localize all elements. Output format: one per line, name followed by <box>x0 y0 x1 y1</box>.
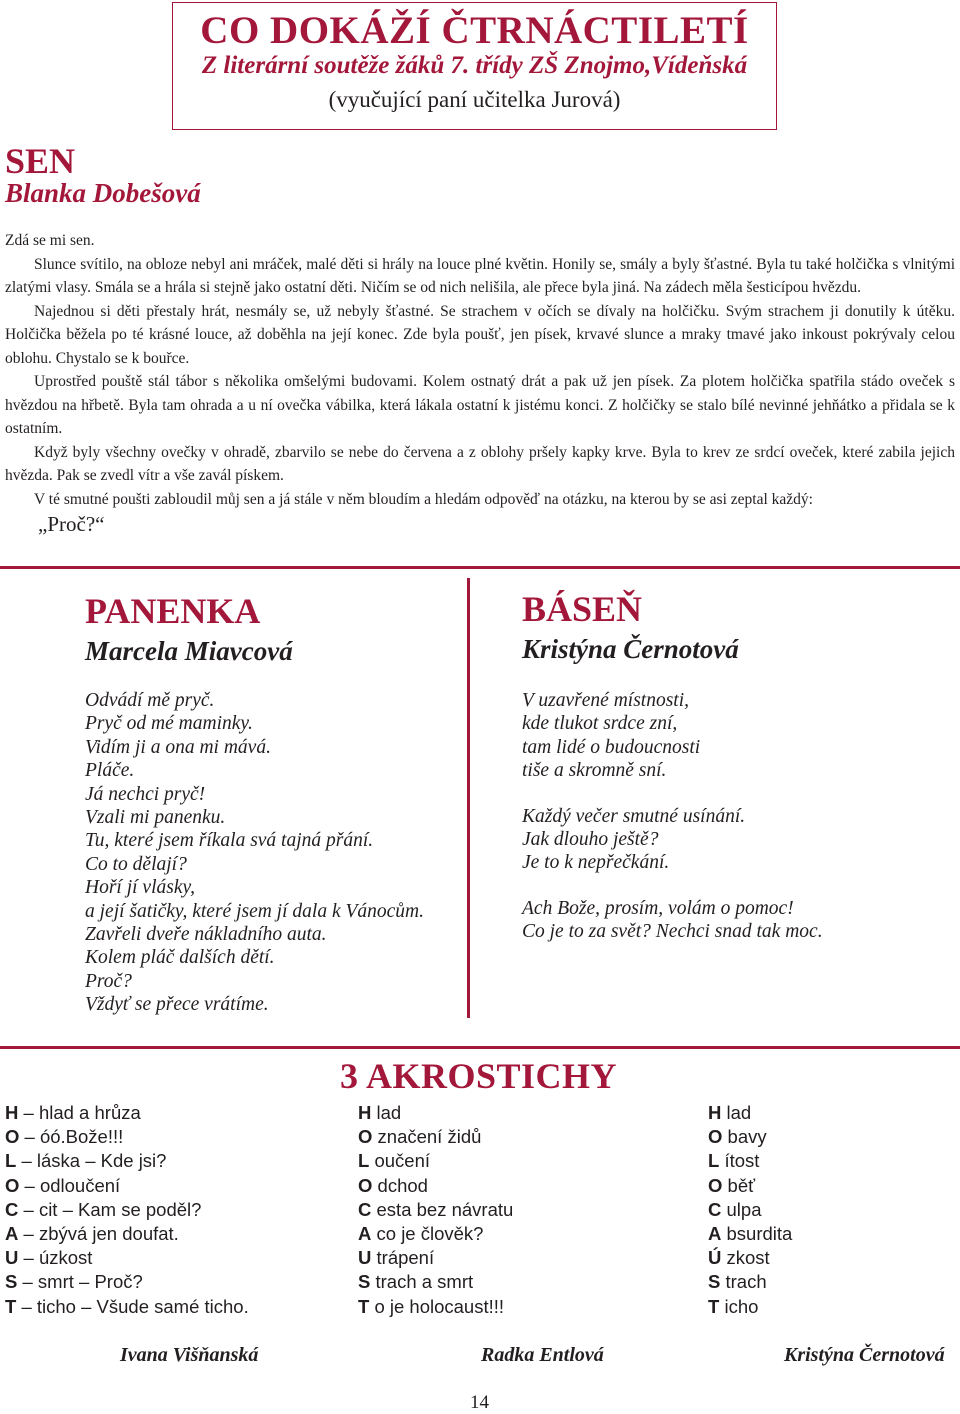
page-title: CO DOKÁŽÍ ČTRNÁCTILETÍ <box>200 9 749 52</box>
akrostich-line <box>358 1222 513 1246</box>
akrostich-line <box>5 1149 249 1173</box>
akrostich-line <box>358 1270 513 1294</box>
akrostich-text: – úzkost <box>18 1247 93 1269</box>
basen-section <box>522 588 823 966</box>
akrostich-initial: T <box>708 1295 720 1317</box>
akrostich-text: – odloučení <box>19 1174 121 1196</box>
akrostich-line <box>358 1295 513 1319</box>
poem-line: V uzavřené místnosti, <box>522 690 690 711</box>
page-subtitle: Z literární soutěže žáků 7. třídy ZŠ Znojmo,Vídeňská <box>201 52 748 79</box>
poem-line: Hoří jí vlásky, <box>85 877 195 899</box>
akrostich-line <box>5 1125 249 1149</box>
akrostich-initial: S <box>358 1271 371 1293</box>
akrostich-line <box>5 1174 249 1198</box>
akrostich-author-3: Kristýna Černotová <box>784 1344 945 1366</box>
akrostich-text: o je holocaust!!! <box>369 1295 505 1317</box>
poem-line: Pláče. <box>85 760 135 782</box>
story-question: „Proč?“ <box>38 512 105 536</box>
poem-line: Vidím ji a ona mi mává. <box>85 736 271 758</box>
story-paragraph: Uprostřed pouště stál tábor s několika omšelými budovami. Kolem ostnatý drát a pak už jen písek. Za plotem holčička spatřila stádo oveček s hvězdou na hřbetě. Byla tam ohrada a u ní ovečka vábilka, která lákala ostatní k jistému konci. Z holčičky se stalo bílé nevinné jehňátko a přidala se k ostatním. <box>5 373 955 437</box>
akrostich-initial: A <box>5 1223 19 1245</box>
akrostich-column-3 <box>708 1101 792 1319</box>
akrostich-initial: H <box>358 1102 372 1123</box>
akrostich-initial: U <box>358 1247 372 1269</box>
panenka-title: PANENKA <box>85 591 261 631</box>
akrostich-line <box>358 1125 513 1149</box>
akrostich-line <box>5 1222 249 1246</box>
sen-story <box>5 229 955 537</box>
poem-line: a její šatičky, které jsem jí dala k Vánocům. <box>85 900 424 922</box>
poem-line: Vždyť se přece vrátíme. <box>85 994 269 1016</box>
akrostich-line <box>358 1149 513 1173</box>
akrostich-line <box>5 1101 249 1125</box>
akrostich-initial: S <box>708 1271 721 1293</box>
akrostich-line <box>358 1246 513 1270</box>
poem-line: Kolem pláč dalších dětí. <box>85 947 275 969</box>
akrostich-text: lad <box>371 1102 402 1123</box>
header-box <box>172 2 777 130</box>
akrostich-initial: O <box>5 1174 20 1196</box>
akrostich-line <box>5 1198 249 1222</box>
basen-author: Kristýna Černotová <box>522 634 739 664</box>
basen-title: BÁSEŇ <box>522 589 643 629</box>
akrostich-text: trach <box>720 1271 767 1293</box>
poem-line: Já nechci pryč! <box>85 783 206 805</box>
akrostich-line <box>5 1295 249 1319</box>
poem-line: Vzali mi panenku. <box>85 807 226 829</box>
akrostich-initial: H <box>5 1102 19 1123</box>
akrostich-initial: S <box>5 1271 18 1293</box>
poem-stanza <box>522 897 823 944</box>
akrostich-text: – óó.Bože!!! <box>19 1126 124 1148</box>
poem-line: Je to k nepřečkání. <box>522 852 670 874</box>
akrostich-initial: O <box>708 1126 723 1148</box>
poem-line: Zavřeli dveře nákladního auta. <box>85 924 327 946</box>
poem-line: Pryč od mé maminky. <box>85 713 253 735</box>
akrostich-text: esta bez návratu <box>371 1198 514 1220</box>
akrostich-text: běť <box>722 1174 756 1196</box>
akrostich-text: icho <box>719 1295 759 1317</box>
akrostich-author-1: Ivana Višňanská <box>120 1344 259 1366</box>
poem-line: Každý večer smutné usínání. <box>522 805 746 827</box>
akrostich-text: lad <box>721 1102 752 1123</box>
akrostich-text: – ticho – Všude samé ticho. <box>16 1295 249 1317</box>
akrostich-line <box>708 1246 792 1270</box>
akrostich-author-2: Radka Entlová <box>481 1344 604 1366</box>
akrostich-line <box>708 1222 792 1246</box>
akrostich-initial: T <box>358 1295 370 1317</box>
poem-line: Jak dlouho ještě? <box>522 829 659 851</box>
akrostich-line <box>708 1149 792 1173</box>
akrostich-text: trápení <box>371 1247 435 1269</box>
akrostich-text: dchod <box>372 1174 428 1196</box>
akrostich-initial: L <box>5 1150 17 1172</box>
akrostich-line <box>708 1174 792 1198</box>
poem-line: kde tlukot srdce zní, <box>522 713 678 735</box>
poem-stanza <box>522 689 823 783</box>
column-divider <box>467 578 470 1018</box>
akrostich-text: ulpa <box>721 1198 762 1220</box>
section-divider <box>0 566 960 569</box>
akrostich-initial: O <box>358 1126 373 1148</box>
akrostich-initial: O <box>708 1174 723 1196</box>
akrostich-initial: H <box>708 1102 722 1123</box>
akrostich-column-1 <box>5 1101 249 1319</box>
akrostich-text: ítost <box>719 1150 760 1172</box>
akrostich-text: co je člověk? <box>371 1223 484 1245</box>
akrostich-text: – hlad a hrůza <box>18 1102 141 1123</box>
story-paragraph: Najednou si děti přestaly hrát, nesmály se, už nebyly šťastné. Se strachem v očích se dívaly na holčičku. Svým strachem ji donutily k útěku. Holčička běžela po té krásné louce, až doběhla na její konec. Zde byla poušť, jen písek, krvavé slunce a mraky tmavé jako inkoust pokrývaly celou oblohu. Chystalo se k bouřce. <box>5 302 955 367</box>
akrostich-text: trach a smrt <box>370 1271 474 1293</box>
akrostich-initial: A <box>708 1223 722 1245</box>
akrostich-column-2 <box>358 1101 513 1319</box>
akrostich-line <box>358 1198 513 1222</box>
poem-line: tiše a skromně sní. <box>522 760 667 782</box>
sen-author: Blanka Dobešová <box>5 178 201 208</box>
akrostich-text: – smrt – Proč? <box>17 1271 143 1293</box>
poem-line: Tu, které jsem říkala svá tajná přání. <box>85 830 374 852</box>
akrostich-line <box>358 1174 513 1198</box>
akrostich-initial: Ú <box>708 1247 722 1269</box>
akrostich-initial: O <box>5 1126 20 1148</box>
akrostich-initial: C <box>358 1198 372 1220</box>
akrostich-line <box>708 1270 792 1294</box>
akrostich-initial: A <box>358 1223 372 1245</box>
story-paragraph: Když byly všechny ovečky v ohradě, zbarvilo se nebe do červena a z oblohy pršely kapky krve. Byla to krev ze srdcí oveček, které zabila jejich hvězda. Pak se zvedl vítr a vše zavál pískem. <box>5 443 955 484</box>
akrostich-line <box>5 1270 249 1294</box>
poem-line: Proč? <box>85 970 132 992</box>
akrostich-initial: L <box>708 1150 720 1172</box>
sen-title: SEN <box>5 141 76 181</box>
akrostich-line <box>708 1198 792 1222</box>
akrostich-initial: C <box>708 1198 722 1220</box>
akrostich-initial: O <box>358 1174 373 1196</box>
poem-line: Ach Bože, prosím, volám o pomoc! <box>522 897 794 919</box>
akrostich-initial: L <box>358 1150 370 1172</box>
akrostich-text: – láska – Kde jsi? <box>16 1150 167 1172</box>
akrostich-line <box>358 1101 513 1125</box>
poem-stanza <box>522 805 823 875</box>
story-paragraph: V té smutné poušti zabloudil můj sen a já stále v něm bloudím a hledám odpověď na otázku, na kterou by se asi zeptal každý: <box>34 490 813 508</box>
poem-line: Odvádí mě pryč. <box>85 690 215 711</box>
akrostich-line <box>708 1101 792 1125</box>
akrostich-text: – zbývá jen doufat. <box>18 1223 179 1245</box>
poem-line: Co je to za svět? Nechci snad tak moc. <box>522 921 823 943</box>
story-paragraph: Slunce svítilo, na obloze nebyl ani mráček, malé děti si hrály na louce plné květin. Honily se, smály a byly šťastné. Byla tu také holčička s vlnitými zlatými vlasy. Smála se a hrála si stejně jako ostatní děti. Ničím se od nich nelišila, ale přece byla jiná. Na zádech měla šesticípou hvězdu. <box>5 255 955 296</box>
basen-poem <box>522 689 823 944</box>
panenka-section <box>85 590 424 1017</box>
akrostich-initial: T <box>5 1295 17 1317</box>
teacher-note: (vyučující paní učitelka Jurová) <box>328 87 621 112</box>
akrostich-text: bavy <box>722 1126 767 1148</box>
poem-line: Co to dělají? <box>85 853 187 875</box>
akrostich-text: – cit – Kam se poděl? <box>18 1198 202 1220</box>
akrostich-line <box>708 1125 792 1149</box>
akrostich-initial: U <box>5 1247 19 1269</box>
akrostich-text: zkost <box>721 1247 770 1269</box>
section-divider <box>0 1046 960 1049</box>
panenka-author: Marcela Miavcová <box>85 636 293 666</box>
akrostich-text: bsurdita <box>721 1223 793 1245</box>
akrostich-initial: C <box>5 1198 19 1220</box>
akrostich-line <box>708 1295 792 1319</box>
poem-line: tam lidé o budoucnosti <box>522 736 701 758</box>
page-number: 14 <box>470 1392 489 1413</box>
panenka-poem <box>85 689 424 1017</box>
akrostich-text: značení židů <box>372 1126 482 1148</box>
akrostichy-title: 3 AKROSTICHY <box>340 1056 618 1096</box>
story-paragraph: Zdá se mi sen. <box>5 232 95 249</box>
akrostich-line <box>5 1246 249 1270</box>
akrostich-text: oučení <box>369 1150 430 1172</box>
